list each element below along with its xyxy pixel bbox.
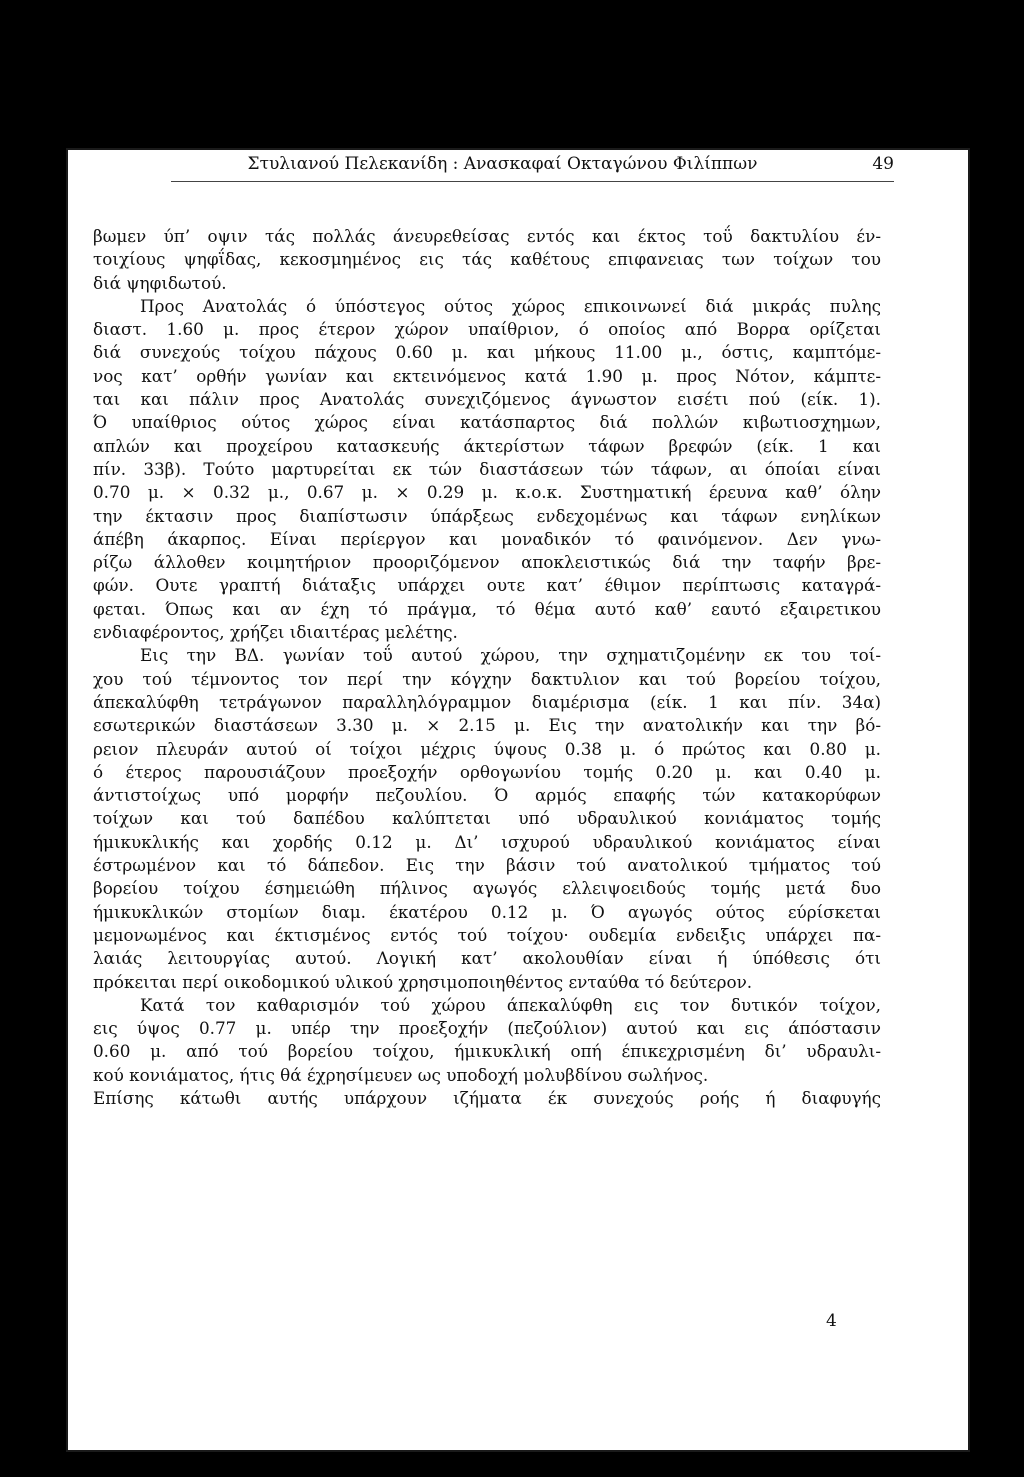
text-line: Ό υπαίθριος ούτος χώρος είναι κατάσπαρτος διά πολλών κιβωτιοσχημων,	[93, 412, 881, 433]
text-line: Εις την ΒΔ. γωνίαν τοΰ αυτού χώρου, την σχηματιζομένην εκ του τοί-	[140, 645, 881, 666]
text-line: εις ύψος 0.77 μ. υπέρ την προεξοχήν (πεζούλιον) αυτού και εις άπόστασιν	[93, 1018, 881, 1039]
text-line: ήμικυκλικών στομίων διαμ. έκατέρου 0.12 μ. Ό αγωγός ούτος εύρίσκεται	[93, 901, 881, 922]
text-line: βορείου τοίχου έσημειώθη πήλινος αγωγός ελλειψοειδούς τομής μετά δυο	[93, 878, 881, 899]
text-line: άντιστοίχως υπό μορφήν πεζουλίου. Ό αρμός επαφής τών κατακορύφων	[93, 785, 881, 806]
text-line: διά ψηφιδωτού.	[93, 272, 227, 293]
header-title: Στυλιανού Πελεκανίδη : Ανασκαφαί Οκταγώνου Φιλίππων	[247, 154, 758, 174]
text-line: πρόκειται περί οικοδομικού υλικού χρησιμοποιηθέντος ενταύθα τό δεύτερον.	[93, 971, 753, 992]
text-line: ται και πάλιν προς Ανατολάς συνεχιζόμενος άγνωστον εισέτι πού (είκ. 1).	[93, 389, 881, 410]
text-line: τοίχων και τού δαπέδου καλύπτεται υπό υδραυλικού κονιάματος τομής	[93, 808, 881, 829]
text-line: νος κατ’ ορθήν γωνίαν και εκτεινόμενος κατά 1.90 μ. προς Νότον, κάμπτε-	[93, 365, 881, 386]
text-line: άπεκαλύφθη τετράγωνον παραλληλόγραμμον διαμέρισμα (είκ. 1 και πίν. 34α)	[93, 691, 881, 712]
text-line: ρειον πλευράν αυτού οί τοίχοι μέχρις ύψους 0.38 μ. ό πρώτος και 0.80 μ.	[93, 738, 881, 759]
text-line: φεται. Όπως και αν έχη τό πράγμα, τό θέμα αυτό καθ’ εαυτό εξαιρετικου	[93, 598, 881, 619]
text-line: ήμικυκλικής και χορδής 0.12 μ. Δι’ ισχυρού υδραυλικού κονιάματος είναι	[93, 831, 881, 852]
text-line: Προς Ανατολάς ό ύπόστεγος ούτος χώρος επικοινωνεί διά μικράς πυλης	[140, 295, 881, 316]
text-line: διά συνεχούς τοίχου πάχους 0.60 μ. και μήκους 11.00 μ., όστις, καμπτόμε-	[93, 342, 881, 363]
text-line: βωμεν ύπ’ οψιν τάς πολλάς άνευρεθείσας εντός και έκτος τοΰ δακτυλίου έν-	[93, 226, 881, 246]
text-line: ρίζω άλλοθεν κοιμητήριον προοριζόμενον αποκλειστικώς διά την ταφήν βρε-	[93, 552, 881, 573]
text-line: ό έτερος παρουσιάζουν προεξοχήν ορθογωνίου τομής 0.20 μ. και 0.40 μ.	[93, 761, 881, 782]
text-line: χου τού τέμνοντος τον περί την κόγχην δακτυλιον και τού βορείου τοίχου,	[93, 668, 881, 689]
text-line: κού κονιάματος, ήτις θά έχρησίμευεν ως υποδοχή μολυβδίνου σωλήνος.	[93, 1064, 709, 1085]
text-line: τοιχίους ψηφΐδας, κεκοσμημένος εις τάς καθέτους επιφανειας των τοίχων του	[93, 249, 881, 270]
text-line: Επίσης κάτωθι αυτής υπάρχουν ιζήματα έκ συνεχούς ροής ή διαφυγής	[93, 1087, 881, 1108]
text-line: φών. Ουτε γραπτή διάταξις υπάρχει ουτε κατ’ έθιμον περίπτωσις καταγρά-	[93, 575, 881, 596]
page-number: 49	[872, 154, 894, 174]
text-line: διαστ. 1.60 μ. προς έτερον χώρον υπαίθριον, ό οποίος από Βορρα ορίζεται	[93, 319, 881, 340]
text-line: μεμονωμένος και έκτισμένος εντός τού τοίχου· ουδεμία ενδειξις υπάρχει πα-	[93, 924, 881, 945]
text-line: ενδιαφέροντος, χρήζει ιδιαιτέρας μελέτης.	[93, 622, 458, 643]
text-line: Κατά τον καθαρισμόν τού χώρου άπεκαλύφθη εις τον δυτικόν τοίχον,	[140, 994, 881, 1015]
text-line: την έκτασιν προς διαπίστωσιν ύπάρξεως ενδεχομένως και τάφων ενηλίκων	[93, 505, 881, 526]
signature-mark: 4	[826, 1311, 837, 1331]
document-sheet	[68, 150, 968, 1450]
text-line: εσωτερικών διαστάσεων 3.30 μ. × 2.15 μ. Εις την ανατολικήν και την βό-	[93, 715, 881, 736]
running-header	[171, 150, 894, 182]
text-line: απλών και προχείρου κατασκευής άκτερίστων τάφων βρεφών (είκ. 1 και	[93, 435, 881, 456]
text-line: 0.60 μ. από τού βορείου τοίχου, ήμικυκλική οπή έπικεχρισμένη δι’ υδραυλι-	[93, 1041, 881, 1062]
text-line: πίν. 33β). Τούτο μαρτυρείται εκ τών διαστάσεων τών τάφων, αι όποίαι είναι	[93, 458, 881, 479]
text-line: έστρωμένον και τό δάπεδον. Εις την βάσιν τού ανατολικού τμήματος τού	[93, 855, 881, 876]
text-line: λαιάς λειτουργίας αυτού. Λογική κατ’ ακολουθίαν είναι ή ύπόθεσις ότι	[93, 948, 881, 969]
text-line: άπέβη άκαρπος. Είναι περίεργον και μοναδικόν τό φαινόμενον. Δεν γνω-	[93, 528, 881, 549]
text-line: 0.70 μ. × 0.32 μ., 0.67 μ. × 0.29 μ. κ.ο.κ. Συστηματική έρευνα καθ’ όλην	[93, 482, 881, 503]
body-text	[93, 225, 881, 1110]
